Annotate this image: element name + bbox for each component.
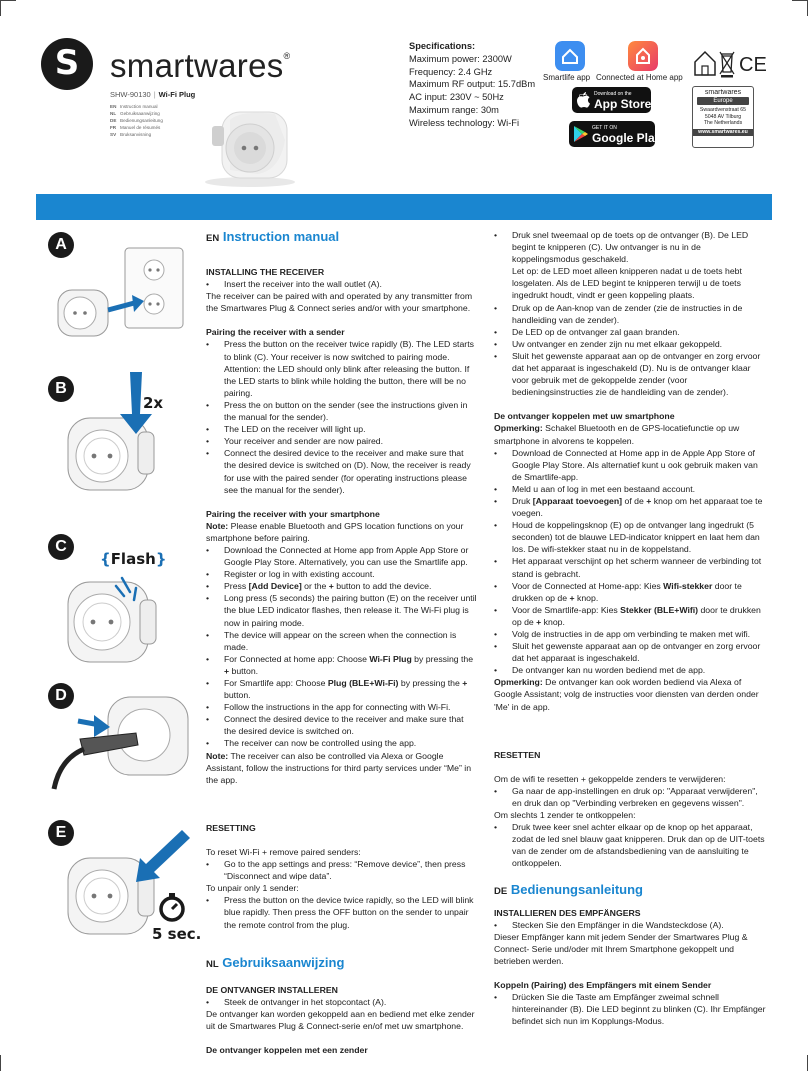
list-item: • Meld u aan of log in met een bestaand account. xyxy=(494,483,766,495)
plug-product-image xyxy=(200,100,310,190)
list-item: • Druk op de Aan-knop van de zender (zie de instructies in de handleiding van de zender). xyxy=(494,302,766,326)
list-item: • Go to the app settings and press: “Remove device”, then press “Disconnect and wipe data”. xyxy=(206,858,478,882)
model-line: SHW-90130 | Wi-Fi Plug xyxy=(110,90,196,99)
list-item: • Steek de ontvanger in het stopcontact (A). xyxy=(206,996,478,1008)
list-item: • Houd de koppelingsknop (E) op de ontvanger lang ingedrukt (5 seconden) tot de blauwe LED-indicator knippert en laat hem dan los. De wifi-stekker staat nu in de koppelstand. xyxy=(494,519,766,555)
google-play-icon xyxy=(574,126,588,142)
nl-heading: NL Gebruiksaanwijzing xyxy=(206,954,345,970)
app-store-badge[interactable] xyxy=(572,87,651,113)
list-item: • Press the on button on the sender (see the instructions given in the manual for the sender). xyxy=(206,399,478,423)
apple-icon xyxy=(577,92,590,108)
list-item: • Insert the receiver into the wall outlet (A). xyxy=(206,278,478,290)
product-name: Wi-Fi Plug xyxy=(158,90,196,99)
list-item: • Follow the instructions in the app for connecting with Wi-Fi. xyxy=(206,701,478,713)
figure-d-connect-device xyxy=(40,685,190,795)
en-pair-sender-heading: Pairing the receiver with a sender xyxy=(206,327,345,338)
appstore-big-text: App Store xyxy=(594,97,652,111)
spec-line: Wireless technology: Wi-Fi xyxy=(409,117,520,128)
list-item: • The receiver can now be controlled using the app. xyxy=(206,737,478,749)
list-item: • Drücken Sie die Taste am Empfänger zweimal schnell hintereinander (B). Die LED beginnt zu blinken (C). Ihr Empfänger befindet sich nun im Kopplungs-Modus. xyxy=(494,991,766,1027)
nl-pair-phone-heading: De ontvanger koppelen met uw smartphone xyxy=(494,411,675,422)
crop-mark xyxy=(0,0,1,16)
list-item: • Long press (5 seconds) the pairing button (E) on the receiver until the blue LED indicator flashes, then release it. The Wi-Fi plug is now in pairing mode. xyxy=(206,592,478,628)
list-item: • Volg de instructies in de app om verbinding te maken met wifi. xyxy=(494,628,766,640)
brand-name: smartwares® xyxy=(110,47,291,84)
spec-line: Frequency: 2.4 GHz xyxy=(409,66,493,77)
connected-app-label: Connected at Home app xyxy=(596,73,683,82)
de-pair-sender-heading: Koppeln (Pairing) des Empfängers mit einem Sender xyxy=(494,979,712,990)
figure-label-e: E xyxy=(48,820,74,846)
en-pair-phone-note: Note: Please enable Bluetooth and GPS location functions on your smartphone before pairing. xyxy=(206,520,464,543)
ce-mark: CE xyxy=(739,54,767,76)
en-install-text: The receiver can be paired with and operated by any transmitter from the Smartwares Plug & Connect series and/or with your smartphone. xyxy=(206,291,473,314)
de-heading: DE Bedienungsanleitung xyxy=(494,881,643,897)
en-reset-heading: RESETTING xyxy=(206,822,256,833)
figure-c-led-flash xyxy=(60,572,170,672)
en-install-heading: INSTALLING THE RECEIVER xyxy=(206,267,325,277)
list-item: • Ga naar de app-instellingen en druk op: "Apparaat verwijderen", en druk dan op "Verbinding verbreken en gegevens wissen". xyxy=(494,785,766,809)
figure-b-twice-label: 2x xyxy=(143,394,164,412)
list-item: • Connect the desired device to the receiver and make sure that the desired device is switched on. xyxy=(206,713,478,737)
list-item: • Press [Add Device] or the + button to add the device. xyxy=(206,580,478,592)
spec-line: Maximum RF output: 15.7dBm xyxy=(409,79,536,90)
list-item: • For Smartlife app: Choose Plug (BLE+Wi-Fi) by pressing the + button. xyxy=(206,677,478,701)
en-reset-line: To unpair only 1 sender: xyxy=(206,883,299,894)
address-country: The Netherlands xyxy=(703,119,743,126)
de-install-text: Dieser Empfänger kann mit jedem Sender der Smartwares Plug & Connect- Serie und/oder mit Ihrem Smartphone gekoppelt und betrieben werden. xyxy=(494,931,748,966)
spec-line: Maximum range: 30m xyxy=(409,104,499,115)
list-item: • Sluit het gewenste apparaat aan op de ontvanger en zorg ervoor dat het apparaat is ingeschakeld. xyxy=(494,640,766,664)
de-install-heading: INSTALLIEREN DES EMPFÄNGERS xyxy=(494,907,641,918)
list-item: • The LED on the receiver will light up. xyxy=(206,423,478,435)
list-item: • Voor de Connected at Home-app: Kies Wifi-stekker door te drukken op de + knop. xyxy=(494,580,766,604)
indoor-use-icon xyxy=(695,52,715,75)
nl-pair-phone-note: Opmerking: Schakel Bluetooth en de GPS-locatiefunctie op uw smartphone in alvorens te koppelen. xyxy=(494,423,740,446)
spec-line: AC input: 230V ~ 50Hz xyxy=(409,92,504,103)
crop-mark xyxy=(792,0,808,1)
list-item: • Uw ontvanger en zender zijn nu met elkaar gekoppeld. xyxy=(494,338,766,350)
list-item: • Stecken Sie den Empfänger in die Wandsteckdose (A). xyxy=(494,919,766,931)
list-item: • De LED op de ontvanger zal gaan branden. xyxy=(494,326,766,338)
nl-reset-line: Om de wifi te resetten + gekoppelde zenders te verwijderen: xyxy=(494,773,726,784)
regulatory-symbols xyxy=(693,48,771,78)
column-right xyxy=(494,229,766,1027)
manual-language-list: EN Instruction manual NL Gebruiksaanwijzing DE Bedienungsanleitung FR Manuel de résumés SV Bruksanvisning xyxy=(110,104,163,137)
address-street: Swaardvenstraat 65 xyxy=(699,107,747,114)
list-item: • Download the Connected at Home app from Apple App Store or Google Play Store. Alternatively, you can use the Smartlife app. xyxy=(206,544,478,568)
list-item: • The device will appear on the screen when the connection is made. xyxy=(206,629,478,653)
list-item: • For Connected at home app: Choose Wi-Fi Plug by pressing the + button. xyxy=(206,653,478,677)
column-left xyxy=(206,229,478,1056)
figure-a-insert-plug xyxy=(40,240,190,340)
address-city: 5048 AV Tilburg xyxy=(704,113,742,120)
nl-pair-sender-heading: De ontvanger koppelen met een zender xyxy=(206,1044,368,1055)
appstore-small-text: Download on the xyxy=(594,91,632,97)
list-item: • Download de Connected at Home app in de Apple App Store of Google Play Store. Als alternatief kunt u ook gebruik maken van de Smartlife-app. xyxy=(494,447,766,483)
specs-heading: Specifications: xyxy=(409,41,476,51)
nl-pair-phone-note-2: Opmerking: De ontvanger kan ook worden bediend via Alexa of Google Assistant; volg de instructies voor diensten van derden onder 'Me' in de app. xyxy=(494,677,759,712)
address-region: Europe xyxy=(697,97,749,105)
list-item: • Druk twee keer snel achter elkaar op de knop op het apparaat, zodat de led snel blauw gaat knipperen. Druk dan op de UIT-toets van de zender om de afstandsbediening van de aansluiting te ontkoppelen. xyxy=(494,821,766,869)
figure-b-press-twice xyxy=(60,370,170,500)
en-pair-phone-heading: Pairing the receiver with your smartphone xyxy=(206,508,380,519)
figure-c-flash-label: {Flash} xyxy=(100,550,167,568)
smartlife-app-label: Smartlife app xyxy=(543,73,591,82)
googleplay-small-text: GET IT ON xyxy=(592,125,617,131)
weee-bin-icon xyxy=(720,52,734,78)
header-blue-band xyxy=(36,194,772,220)
en-heading: EN Instruction manual xyxy=(206,229,340,244)
nl-reset-line: Om slechts 1 zender te ontkoppelen: xyxy=(494,810,636,821)
figure-label-a: A xyxy=(48,232,74,258)
figure-e-seconds-label: 5 sec. xyxy=(152,925,202,943)
list-item: • Sluit het gewenste apparaat aan op de ontvanger en zorg ervoor dat het apparaat is ingeschakeld (D). Nu is de ontvanger klaar voor gebruik met de gekoppelde zender (voor bedieningsinstructies zie de handleiding van de zender). xyxy=(494,350,766,398)
crop-mark xyxy=(0,0,16,1)
en-reset-line: To reset Wi-Fi + remove paired senders: xyxy=(206,846,361,857)
crop-mark xyxy=(0,1055,1,1071)
googleplay-big-text: Google Play xyxy=(592,131,662,145)
en-pair-phone-note-2: Note: The receiver can also be controlled via Alexa or Google Assistant, follow the instructions for third party services under “Me” in the app. xyxy=(206,750,472,785)
figure-label-d: D xyxy=(48,683,74,709)
figure-label-b: B xyxy=(48,376,74,402)
list-item: • Press the button on the receiver twice rapidly (B). The LED starts to blink (C). Your receiver is now switched to pairing mode. Attention: the LED should only blink after releasing the button. If the LED starts to blink while holding the button, there will be no pairing. xyxy=(206,338,478,398)
model-number: SHW-90130 xyxy=(110,90,151,99)
address-web: www.smartwares.eu xyxy=(693,129,753,136)
address-brand: smartwares xyxy=(704,89,742,96)
nl-reset-heading: RESETTEN xyxy=(494,749,541,760)
nl-install-text: De ontvanger kan worden gekoppeld aan en bediend met elke zender uit de Smartwares Plug & Connect-serie en/of met uw smartphone. xyxy=(206,1008,475,1031)
list-item: • De ontvanger kan nu worden bediend met de app. xyxy=(494,664,766,676)
brand-logo: S xyxy=(41,38,93,90)
spec-line: Maximum power: 2300W xyxy=(409,53,512,64)
list-item: • Druk [Apparaat toevoegen] of de + knop om het apparaat toe te voegen. xyxy=(494,495,766,519)
list-item: • Connect the desired device to the receiver and make sure that the desired device is switched on (D). Now, the receiver is ready for use with the paired sender (for operating instructions please see the manual for the sender). xyxy=(206,447,478,495)
list-item: • Register or log in with existing account. xyxy=(206,568,478,580)
google-play-badge[interactable] xyxy=(569,121,662,147)
stopwatch-icon xyxy=(158,892,186,922)
list-item: • Het apparaat verschijnt op het scherm wanneer de verbinding tot stand is gebracht. xyxy=(494,555,766,579)
manufacturer-address xyxy=(692,86,754,148)
nl-pair-note: Let op: de LED moet alleen knipperen nadat u de toets hebt losgelaten. Als de LED begint te knipperen terwijl u de toets ingedrukt houdt, vindt er geen koppeling plaats. xyxy=(512,266,742,301)
list-item: • Press the button on the device twice rapidly, so the LED will blink blue rapidly. Then press the OFF button on the sender to unpair the remote control from the plug. xyxy=(206,894,478,930)
smartlife-app-icon xyxy=(555,41,585,71)
connected-at-home-app-icon xyxy=(628,41,658,71)
figure-label-c: C xyxy=(48,534,74,560)
list-item: • Your receiver and sender are now paired. xyxy=(206,435,478,447)
nl-install-heading: DE ONTVANGER INSTALLEREN xyxy=(206,984,338,995)
list-item: • Voor de Smartlife-app: Kies Stekker (BLE+Wifi) door te drukken op de + knop. xyxy=(494,604,766,628)
specifications xyxy=(409,40,535,130)
list-item: • Druk snel tweemaal op de toets op de ontvanger (B). De LED begint te knipperen (C). Uw ontvanger is nu in de koppelingsmodus geschakeld. xyxy=(494,229,766,265)
